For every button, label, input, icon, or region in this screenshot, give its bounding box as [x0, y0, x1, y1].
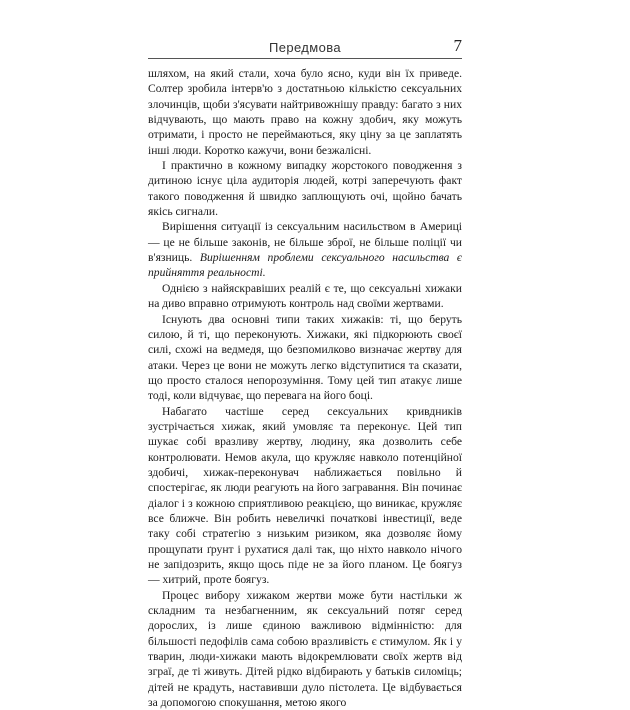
emphasis-text: Вирішенням проблеми сексуального насильства є прийняття реальності. — [148, 251, 462, 280]
paragraph: Однією з найяскравіших реалій є те, що сексуальні хижаки на диво вправно отримують контроль над своїми жертвами. — [148, 281, 462, 311]
paragraph: Існують два основні типи таких хижаків: ті, що беруть силою, й ті, що переконують. Хижаки, які підкорюють своєї силі, схожі на ведмедя, що безпомилково визначає жертву для атаки. Через це вони не можуть легко відступитися та сказати, що просто сталося непорозуміння. Тому цей тип атакує лише тоді, коли відчуває, що перевага на його боці. — [148, 312, 462, 403]
header-rule — [148, 58, 462, 59]
page-header — [148, 36, 462, 58]
paragraph: Набагато частіше серед сексуальних кривдників зустрічається хижак, який умовляє та переконує. Цей тип шукає собі вразливу жертву, людину, яка дозволить себе контролювати. Немов акула, що кружляє навколо потенційної здобичі, хижак-переконувач наближається повільно й спостерігає, як люди реагують на його загравання. Він починає діалог і з кожною сприятливою реакцією, що виникає, кружляє все ближче. Він робить невеличкі початкові інвестиції, веде таку собі стратегію з низьким ризиком, яка дозволяє йому прощупати ґрунт і рухатися далі так, що ніхто навколо нічого не запідозрить, якщо щось піде не за його планом. Це боягуз — хитрий, проте боягуз. — [148, 404, 462, 587]
running-title: Передмова — [268, 40, 342, 55]
paragraph: Процес вибору хижаком жертви може бути настільки ж складним та незбагненним, як сексуальний потяг серед дорослих, із лише єдиною важливою відмінністю: для більшості педофілів сама собою вразливість є стимулом. Як і у тварин, люди-хижаки мають відокремлювати своїх жертв від зграї, де ті живуть. Дітей рідко відбирають у батьків силоміць; дітей не крадуть, наставивши дуло пістолета. Це відбувається за допомогою спокушання, метою якого — [148, 588, 462, 710]
body-text — [148, 66, 462, 710]
paragraph: І практично в кожному випадку жорстокого поводження з дитиною існує ціла аудиторія людей, котрі заперечують факт такого поводження й швидко заплющують очі, щойно бачать якісь сигнали. — [148, 159, 462, 219]
paragraph: шляхом, на який стали, хоча було ясно, куди він їх приведе. Солтер зробила інтерв'ю з достатньою кількістю сексуальних злочинців, щоби з'ясувати найтривожнішу правду: багато з них відчувають, що мають право на кожну здобич, яку можуть отримати, і просто не переймаються, яку ціну за це заплатять інші люди. Коротко кажучи, вони безжалісні. — [148, 67, 462, 157]
paragraph: Вирішення ситуації із сексуальним насильством в Америці — це не більше законів, не більше зброї, не більше поліції чи в'язниць. Вирішенням проблеми сексуального насильства є прийняття реальності. — [148, 220, 462, 280]
page-number: 7 — [453, 36, 462, 55]
